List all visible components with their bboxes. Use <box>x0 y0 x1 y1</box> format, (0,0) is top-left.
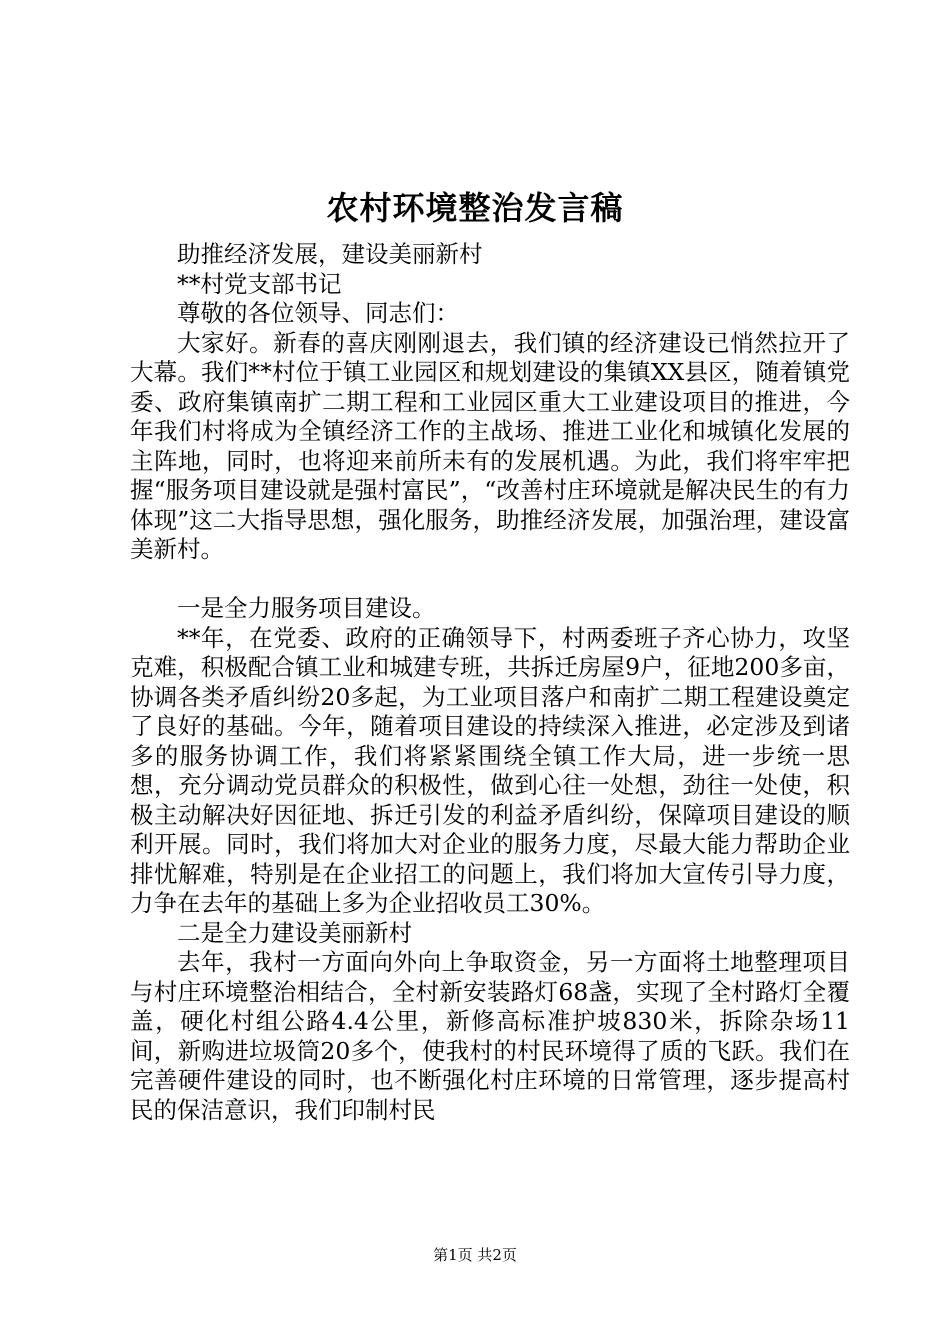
section-heading-2: 二是全力建设美丽新村 <box>177 918 412 947</box>
page-footer: 第1页 共2页 <box>433 1246 517 1264</box>
section-heading-1: 一是全力服务项目建设。 <box>177 594 436 622</box>
salutation: 尊敬的各位领导、同志们： <box>177 299 459 327</box>
paragraph-spacer <box>130 565 850 595</box>
speech-subtitle: 助推经济发展，建设美丽新村 <box>177 240 483 268</box>
paragraph-intro: 大家好。新春的喜庆刚刚退去，我们镇的经济建设已悄然拉开了大幕。我们**村位于镇工业园区和规划建设的集镇XX县区，随着镇党委、政府集镇南扩二期工程和工业园区重大工业建设项目的推进，今年我们村将成为全镇经济工作的主战场、推进工业化和城镇化发展的主阵地，同时，也将迎来前所未有的发展机遇。为此，我们将牢牢把握“服务项目建设就是强村富民”，“改善村庄环境就是解决民生的有力体现”这二大指导思想，强化服务，助推经济发展，加强治理，建设富美新村。 <box>130 328 850 563</box>
document-body <box>130 240 850 1125</box>
document-title: 农村环境整治发言稿 <box>326 189 624 227</box>
paragraph-section-1: **年，在党委、政府的正确领导下，村两委班子齐心协力，攻坚克难，积极配合镇工业和城建专班，共拆迁房屋9户，征地200多亩，协调各类矛盾纠纷20多起，为工业项目落户和南扩二期工程建设奠定了良好的基础。今年，随着项目建设的持续深入推进，必定涉及到诸多的服务协调工作，我们将紧紧围绕全镇工作大局，进一步统一思想，充分调动党员群众的积极性，做到心往一处想，劲往一处使，积极主动解决好因征地、拆迁引发的利益矛盾纠纷，保障项目建设的顺利开展。同时，我们将加大对企业的服务力度，尽最大能力帮助企业排忧解难，特别是在企业招工的问题上，我们将加大宣传引导力度，力争在去年的基础上多为企业招收员工30%。 <box>130 623 850 917</box>
speaker-line: **村党支部书记 <box>177 269 342 298</box>
paragraph-section-2: 去年，我村一方面向外向上争取资金，另一方面将土地整理项目与村庄环境整治相结合，全村新安装路灯68盏，实现了全村路灯全覆盖，硬化村组公路4.4公里，新修高标准护坡830米，拆除杂场11间，新购进垃圾筒20多个，使我村的村民环境得了质的飞跃。我们在完善硬件建设的同时，也不断强化村庄环境的日常管理，逐步提高村民的保洁意识，我们印制村民 <box>130 948 850 1124</box>
